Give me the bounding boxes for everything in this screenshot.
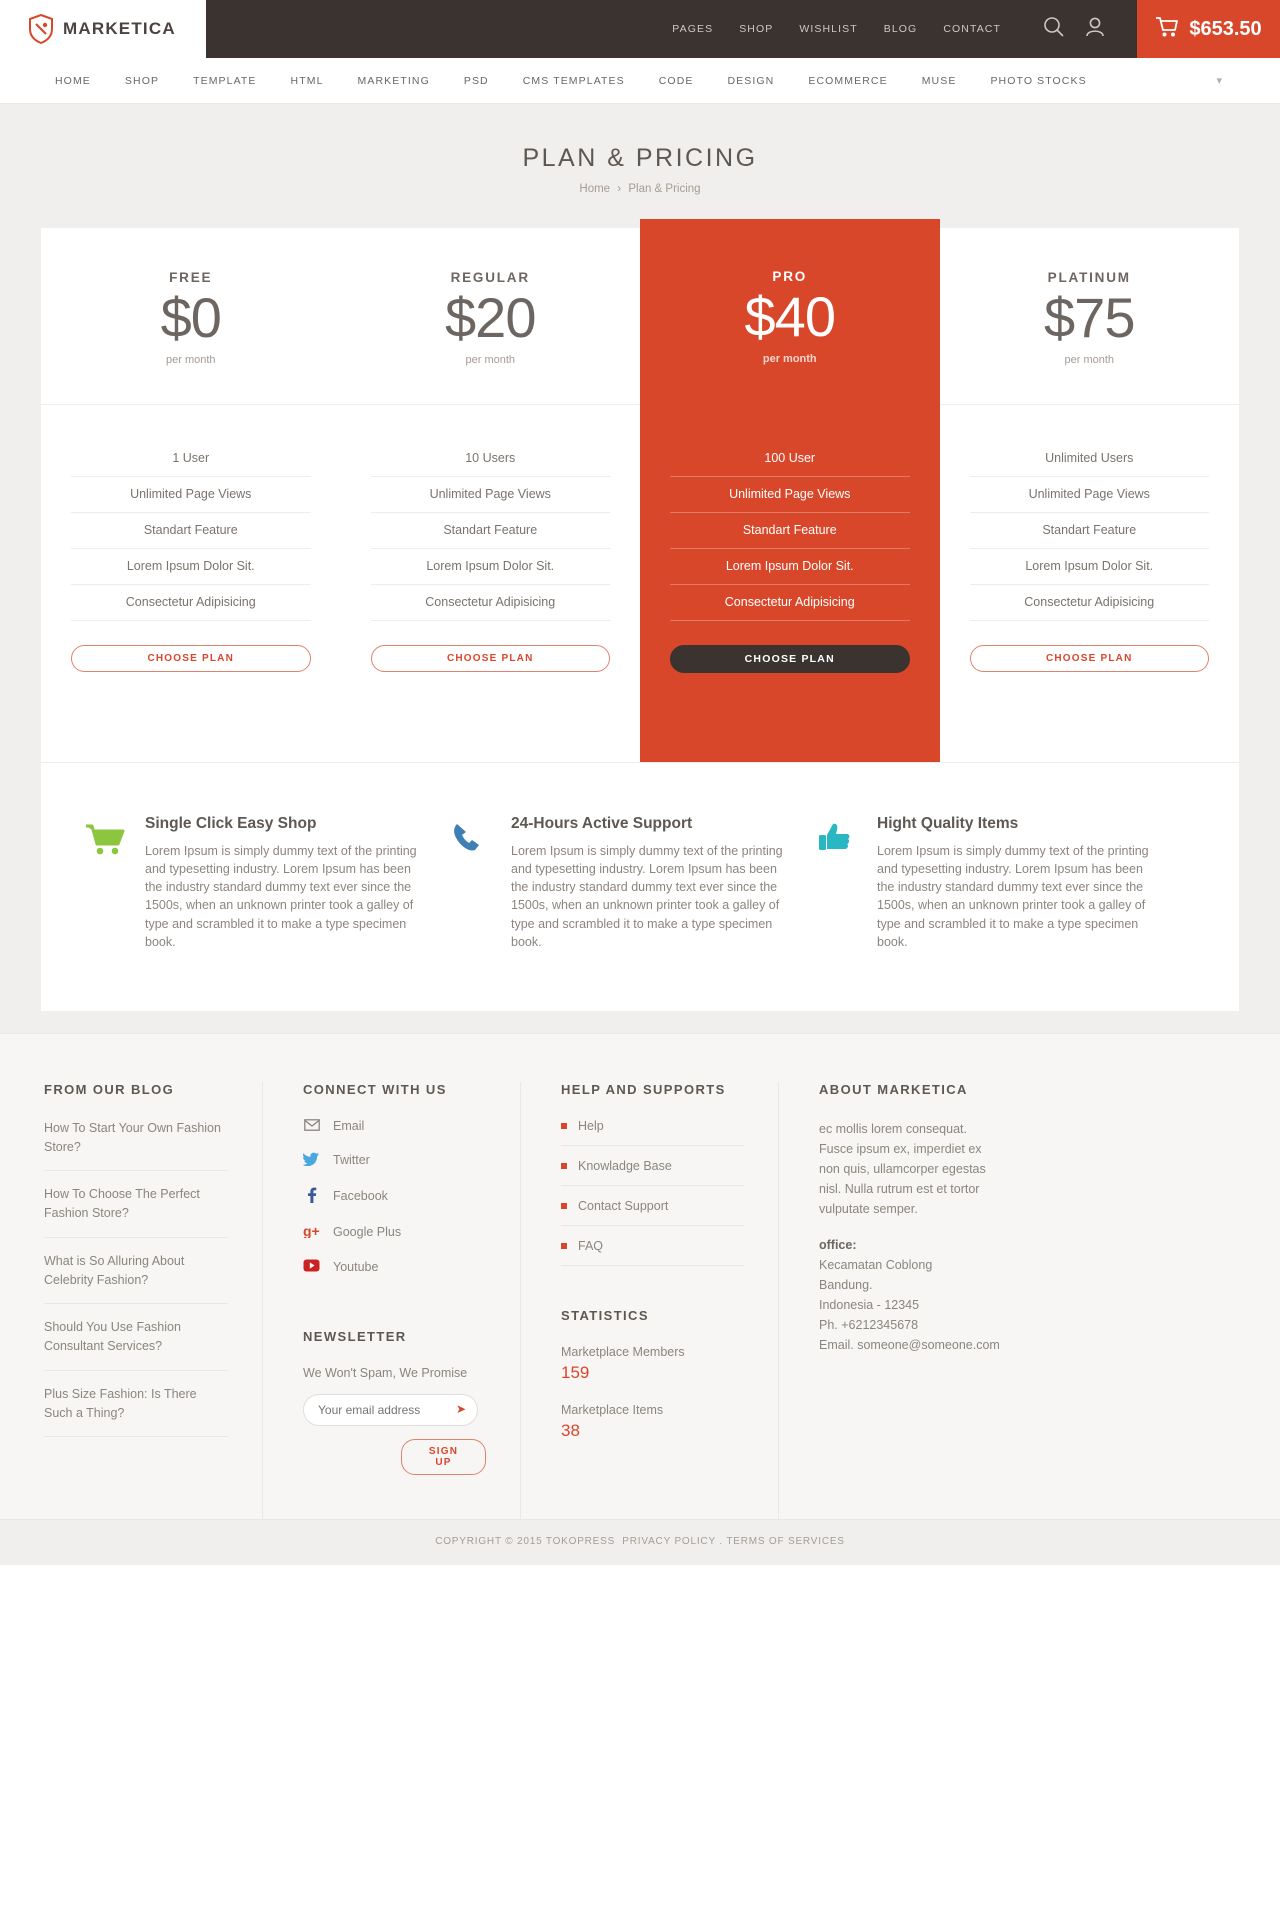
card-spacer (41, 672, 341, 752)
main-nav-item-ecommerce[interactable]: ECOMMERCE (808, 74, 888, 87)
top-nav-item-wishlist[interactable]: WISHLIST (799, 23, 858, 35)
square-bullet-icon (561, 1203, 567, 1209)
social-link-google-plus[interactable] (303, 1224, 486, 1251)
copyright-bar (0, 1519, 1280, 1565)
privacy-policy-link[interactable]: PRIVACY POLICY (622, 1535, 716, 1547)
search-icon[interactable] (1043, 16, 1065, 43)
blog-link[interactable]: Should You Use Fashion Consultant Services? (44, 1318, 228, 1371)
top-nav-item-blog[interactable]: BLOG (883, 23, 918, 35)
square-bullet-icon (561, 1163, 567, 1169)
feature-item: 100 User (670, 441, 910, 477)
help-link-faq[interactable] (561, 1239, 744, 1266)
stat-value-members: 159 (561, 1362, 590, 1382)
cart-button[interactable] (1137, 0, 1280, 58)
footer-column-about (778, 1082, 1280, 1519)
social-link-facebook[interactable] (303, 1187, 486, 1216)
plan-name: REGULAR (450, 270, 530, 285)
about-text: ec mollis lorem consequat. Fusce ipsum ex, imperdiet ex non quis, ullamcorper egestas nisl. Nulla rutrum est et tortor vulputate semper. (819, 1121, 986, 1216)
main-nav-item-code[interactable]: CODE (658, 74, 694, 87)
services-row (41, 762, 1239, 1011)
google-plus-icon (303, 1224, 320, 1241)
plan-price: $75 (1044, 286, 1135, 349)
breadcrumb-current: Plan & Pricing (628, 183, 701, 195)
newsletter-signup-button[interactable]: SIGN UP (401, 1439, 486, 1475)
twitter-icon (303, 1152, 320, 1169)
main-nav-item-template[interactable]: TEMPLATE (193, 74, 257, 87)
feature-item: Unlimited Page Views (670, 477, 910, 513)
cart-icon (1155, 16, 1179, 43)
service-text: Lorem Ipsum is simply dummy text of the printing and typesetting industry. Lorem Ipsum has been the industry standard dummy text ever since the 1500s, when an unknown printer took a galley of type and scrambled it to make a type specimen book. (877, 844, 1149, 949)
service-text: Lorem Ipsum is simply dummy text of the printing and typesetting industry. Lorem Ipsum has been the industry standard dummy text ever since the 1500s, when an unknown printer took a galley of type and scrambled it to make a type specimen book. (511, 844, 783, 949)
choose-plan-button-platinum[interactable]: CHOOSE PLAN (970, 645, 1210, 672)
pricing-card-platinum (940, 228, 1240, 762)
choose-plan-wrap (341, 621, 641, 672)
feature-item: Standart Feature (670, 513, 910, 549)
choose-plan-button-free[interactable]: CHOOSE PLAN (71, 645, 311, 672)
social-link-youtube[interactable] (303, 1259, 486, 1285)
pricing-card-header (940, 228, 1240, 405)
top-nav-item-pages[interactable]: PAGES (672, 23, 714, 35)
help-label: FAQ (578, 1238, 604, 1253)
footer-column-help (520, 1082, 778, 1519)
main-nav-item-muse[interactable]: MUSE (921, 74, 957, 87)
footer-column-blog (0, 1082, 262, 1519)
page-header (0, 104, 1280, 195)
card-spacer (640, 673, 940, 762)
plan-price: $40 (744, 285, 835, 348)
pricing-card-regular (341, 228, 641, 762)
pricing-card-header (341, 228, 641, 405)
feature-item: 1 User (71, 441, 311, 477)
plan-period: per month (1064, 354, 1115, 366)
feature-item: Standart Feature (371, 513, 611, 549)
copyright-separator: . (719, 1535, 723, 1547)
footer-heading-statistics: STATISTICS (561, 1307, 649, 1323)
social-label: Twitter (333, 1153, 370, 1168)
about-address-3: Indonesia - 12345 (819, 1297, 920, 1312)
breadcrumb-home[interactable]: Home (579, 183, 611, 195)
plan-period: per month (762, 353, 817, 365)
feature-item: Lorem Ipsum Dolor Sit. (71, 549, 311, 585)
feature-list (41, 405, 341, 621)
main-nav-item-design[interactable]: DESIGN (727, 74, 775, 87)
shopping-cart-icon (85, 815, 129, 951)
service-title: Hight Quality Items (877, 815, 1019, 832)
plan-name: PLATINUM (1047, 270, 1131, 285)
svg-text:g+: g+ (303, 1223, 320, 1238)
newsletter-subtitle: We Won't Spam, We Promise (303, 1365, 468, 1380)
feature-item: Unlimited Page Views (71, 477, 311, 513)
blog-link[interactable]: Plus Size Fashion: Is There Such a Thing? (44, 1385, 228, 1438)
main-nav-item-marketing[interactable]: MARKETING (357, 74, 430, 87)
pricing-panel (41, 228, 1239, 1011)
choose-plan-button-regular[interactable]: CHOOSE PLAN (371, 645, 611, 672)
paper-plane-icon[interactable]: ➤ (455, 1401, 466, 1416)
help-link-knowledge-base[interactable] (561, 1159, 744, 1186)
breadcrumb (0, 183, 1280, 195)
service-hight-quality-items (817, 815, 1183, 951)
feature-item: Consectetur Adipisicing (371, 585, 611, 621)
service-text: Lorem Ipsum is simply dummy text of the printing and typesetting industry. Lorem Ipsum has been the industry standard dummy text ever since the 1500s, when an unknown printer took a galley of type and scrambled it to make a type specimen book. (145, 844, 417, 949)
help-label: Knowladge Base (578, 1158, 672, 1173)
choose-plan-wrap (940, 621, 1240, 672)
service-body (511, 815, 787, 951)
social-link-twitter[interactable] (303, 1152, 486, 1179)
youtube-icon (303, 1259, 320, 1275)
main-nav-item-html[interactable]: HTML (290, 74, 324, 87)
pricing-card-pro (640, 219, 940, 762)
plan-price: $20 (445, 286, 536, 349)
feature-item: Consectetur Adipisicing (670, 585, 910, 621)
feature-item: Consectetur Adipisicing (970, 585, 1210, 621)
help-link-help[interactable] (561, 1119, 744, 1146)
service-title: Single Click Easy Shop (145, 815, 317, 832)
footer (0, 1033, 1280, 1519)
thumbs-up-icon (817, 815, 861, 951)
help-label: Help (578, 1118, 604, 1133)
choose-plan-wrap (640, 621, 940, 673)
main-nav (0, 58, 1280, 104)
plan-period: per month (465, 354, 516, 366)
help-link-contact-support[interactable] (561, 1199, 744, 1226)
feature-item: Unlimited Users (970, 441, 1210, 477)
card-spacer (341, 672, 641, 752)
terms-of-services-link[interactable]: TERMS OF SERVICES (726, 1535, 845, 1547)
service-body (877, 815, 1153, 951)
choose-plan-button-pro[interactable]: CHOOSE PLAN (670, 645, 910, 673)
about-email: Email. someone@someone.com (819, 1337, 1000, 1352)
footer-heading-blog: FROM OUR BLOG (44, 1081, 175, 1097)
main-nav-item-home[interactable]: HOME (55, 74, 91, 87)
facebook-icon (303, 1187, 320, 1206)
user-icon[interactable] (1085, 16, 1105, 43)
main-nav-item-photo-stocks[interactable]: PHOTO STOCKS (990, 74, 1087, 87)
choose-plan-wrap (41, 621, 341, 672)
about-address-1: Kecamatan Coblong (819, 1257, 933, 1272)
pricing-card-free (41, 228, 341, 762)
plan-price: $0 (160, 286, 221, 349)
shield-icon (28, 14, 54, 44)
blog-link[interactable]: How To Choose The Perfect Fashion Store? (44, 1185, 228, 1238)
cart-total: $653.50 (1189, 17, 1262, 40)
social-label: Youtube (333, 1259, 379, 1274)
page-title: PLAN & PRICING (522, 144, 758, 172)
pricing-card-header (41, 228, 341, 405)
square-bullet-icon (561, 1123, 567, 1129)
plan-period: per month (165, 354, 216, 366)
help-label: Contact Support (578, 1198, 669, 1213)
plan-name: FREE (169, 270, 213, 285)
feature-list (640, 405, 940, 621)
logo-text: MARKETICA (63, 19, 176, 38)
blog-link[interactable]: What is So Alluring About Celebrity Fashion? (44, 1252, 228, 1305)
social-label: Google Plus (333, 1225, 402, 1240)
newsletter-field-row (303, 1394, 478, 1426)
top-bar (0, 0, 1280, 58)
social-label: Email (333, 1119, 365, 1134)
feature-item: Standart Feature (970, 513, 1210, 549)
footer-heading-newsletter: NEWSLETTER (303, 1328, 407, 1344)
service-24-hours-active-support (451, 815, 817, 951)
plan-name: PRO (772, 269, 808, 284)
about-address-2: Bandung. (819, 1277, 873, 1292)
feature-list (940, 405, 1240, 621)
feature-list (341, 405, 641, 621)
about-office-block (819, 1235, 1246, 1355)
card-spacer (940, 672, 1240, 752)
content-area (0, 195, 1280, 1033)
top-nav (206, 0, 1137, 58)
blog-link[interactable]: How To Start Your Own Fashion Store? (44, 1119, 228, 1172)
stat-label-items: Marketplace Items (561, 1402, 664, 1417)
social-link-email[interactable] (303, 1119, 486, 1144)
social-label: Facebook (333, 1189, 388, 1204)
pricing-table (41, 228, 1239, 762)
about-phone: Ph. +6212345678 (819, 1317, 919, 1332)
top-nav-item-contact[interactable]: CONTACT (943, 23, 1001, 35)
envelope-icon (303, 1119, 320, 1134)
newsletter-email-input[interactable] (303, 1394, 478, 1426)
main-nav-item-shop[interactable]: SHOP (124, 74, 160, 87)
footer-heading-help: HELP AND SUPPORTS (561, 1081, 726, 1097)
stat-value-items: 38 (561, 1420, 580, 1440)
feature-item: Lorem Ipsum Dolor Sit. (670, 549, 910, 585)
pricing-card-header (640, 219, 940, 405)
top-nav-item-shop[interactable]: SHOP (739, 23, 774, 35)
footer-heading-connect: CONNECT WITH US (303, 1081, 447, 1097)
breadcrumb-separator: › (617, 183, 622, 195)
footer-column-connect (262, 1082, 520, 1519)
chevron-down-icon[interactable]: ▾ (1216, 75, 1222, 87)
service-title: 24-Hours Active Support (511, 815, 693, 832)
service-single-click-easy-shop (85, 815, 451, 951)
logo[interactable] (0, 0, 206, 58)
top-icons (1027, 16, 1127, 43)
feature-item: Unlimited Page Views (371, 477, 611, 513)
phone-icon (451, 815, 495, 951)
stat-label-members: Marketplace Members (561, 1344, 685, 1359)
content-bottom-spacer (0, 1011, 1280, 1033)
main-nav-item-cms-templates[interactable]: CMS TEMPLATES (522, 74, 625, 87)
about-office-label: office: (819, 1237, 857, 1252)
feature-item: Lorem Ipsum Dolor Sit. (970, 549, 1210, 585)
main-nav-item-psd[interactable]: PSD (463, 74, 489, 87)
footer-heading-about: ABOUT MARKETICA (819, 1081, 968, 1097)
feature-item: 10 Users (371, 441, 611, 477)
square-bullet-icon (561, 1243, 567, 1249)
service-body (145, 815, 421, 951)
feature-item: Lorem Ipsum Dolor Sit. (371, 549, 611, 585)
copyright-text: COPYRIGHT © 2015 TOKOPRESS (435, 1535, 616, 1547)
feature-item: Consectetur Adipisicing (71, 585, 311, 621)
feature-item: Standart Feature (71, 513, 311, 549)
feature-item: Unlimited Page Views (970, 477, 1210, 513)
